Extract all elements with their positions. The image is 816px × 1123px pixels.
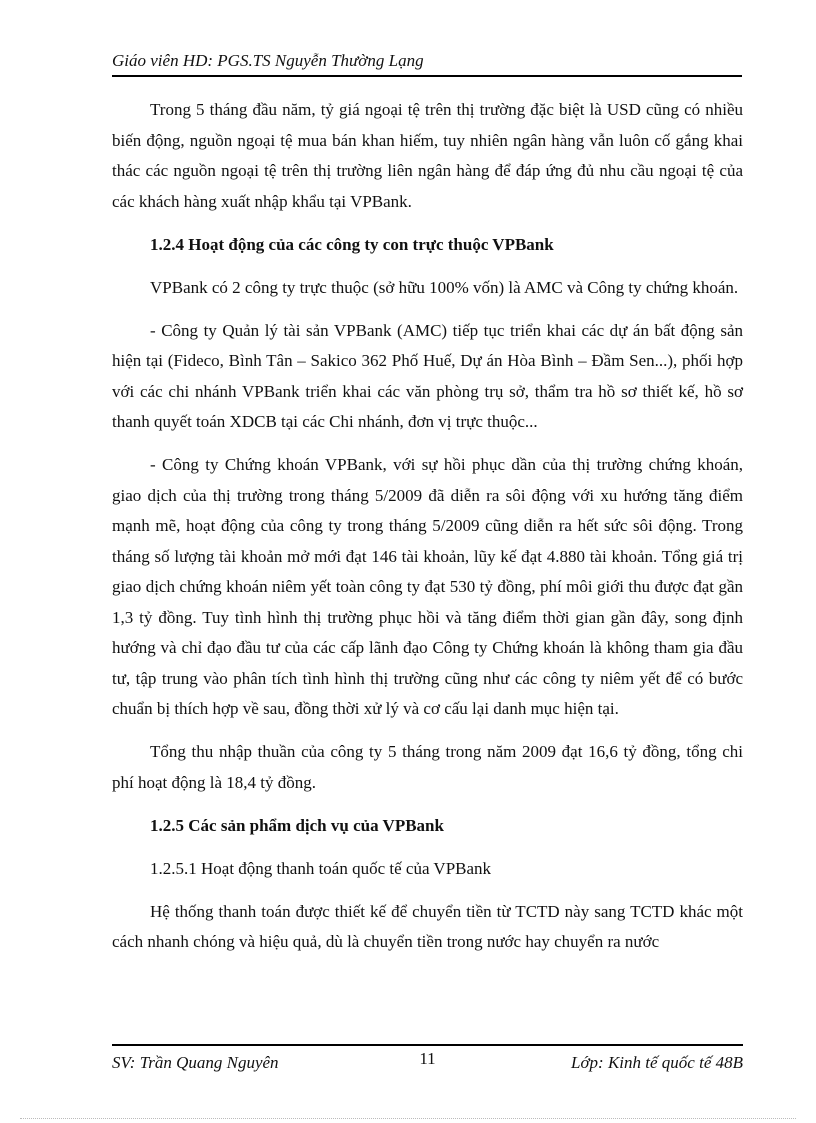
- footer-class: Lớp: Kinh tế quốc tế 48B: [571, 1053, 743, 1072]
- footer-student: SV: Trần Quang Nguyên: [112, 1053, 279, 1072]
- page-number: 11: [419, 1049, 436, 1068]
- paragraph-payment-system: Hệ thống thanh toán được thiết kế để chuyển tiền từ TCTD này sang TCTD khác một cách nhanh chóng và hiệu quả, dù là chuyển tiền trong nước hay chuyển ra nước: [112, 901, 743, 951]
- section-heading-1-2-4: 1.2.4 Hoạt động của các công ty con trực thuộc VPBank: [150, 234, 554, 254]
- document-body: [112, 95, 743, 970]
- paragraph-foreign-currency: Trong 5 tháng đầu năm, tỷ giá ngoại tệ trên thị trường đặc biệt là USD cũng có nhiều biến động, nguồn ngoại tệ mua bán khan hiếm, tuy nhiên ngân hàng vẫn luôn cố gắng khai thác các nguồn ngoại tệ trên thị trường liên ngân hàng để đáp ứng đủ nhu cầu ngoại tệ của các khách hàng xuất nhập khẩu tại VPBank.: [112, 100, 743, 211]
- paragraph-subsidiaries: VPBank có 2 công ty trực thuộc (sở hữu 100% vốn) là AMC và Công ty chứng khoán.: [150, 277, 739, 297]
- paragraph-net-income: Tổng thu nhập thuần của công ty 5 tháng trong năm 2009 đạt 16,6 tỷ đồng, tổng chi phí hoạt động là 18,4 tỷ đồng.: [112, 742, 743, 792]
- page-header: [112, 50, 742, 77]
- paragraph-securities: - Công ty Chứng khoán VPBank, với sự hồi phục dần của thị trường chứng khoán, giao dịch của thị trường trong tháng 5/2009 đã diễn ra sôi động với xu hướng tăng điểm mạnh mẽ, hoạt động của công ty trong tháng 5/2009 cũng diễn ra hết sức sôi động. Trong tháng số lượng tài khoản mở mới đạt 146 tài khoản, lũy kế đạt 4.880 tài khoản. Tổng giá trị giao dịch chứng khoán niêm yết toàn công ty đạt 530 tỷ đồng, phí môi giới thu được đạt gần 1,3 tỷ đồng. Tuy tình hình thị trường phục hồi và tăng điểm thời gian gần đây, song định hướng và chỉ đạo đầu tư của các cấp lãnh đạo Công ty Chứng khoán là không tham gia đầu tư, tập trung vào phân tích tình hình thị trường cũng như các công ty niêm yết để có bước chuẩn bị thích hợp về sau, đồng thời xử lý và cơ cấu lại danh mục hiện tại.: [112, 455, 743, 718]
- section-heading-1-2-5: 1.2.5 Các sản phẩm dịch vụ của VPBank: [150, 815, 444, 835]
- paragraph-amc: - Công ty Quản lý tài sản VPBank (AMC) tiếp tục triển khai các dự án bất động sản hiện tại (Fideco, Bình Tân – Sakico 362 Phố Huế, Dự án Hòa Bình – Đầm Sen...), phối hợp với các chi nhánh VPBank triển khai các văn phòng trụ sở, thẩm tra hồ sơ thiết kế, hồ sơ thanh quyết toán XDCB tại các Chi nhánh, đơn vị trực thuộc...: [112, 320, 743, 431]
- section-heading-1-2-5-1: 1.2.5.1 Hoạt động thanh toán quốc tế của VPBank: [150, 858, 492, 878]
- page-edge-divider: [20, 1118, 796, 1119]
- header-text: Giáo viên HD: PGS.TS Nguyễn Thường Lạng: [112, 51, 424, 70]
- page-footer: [112, 1044, 743, 1078]
